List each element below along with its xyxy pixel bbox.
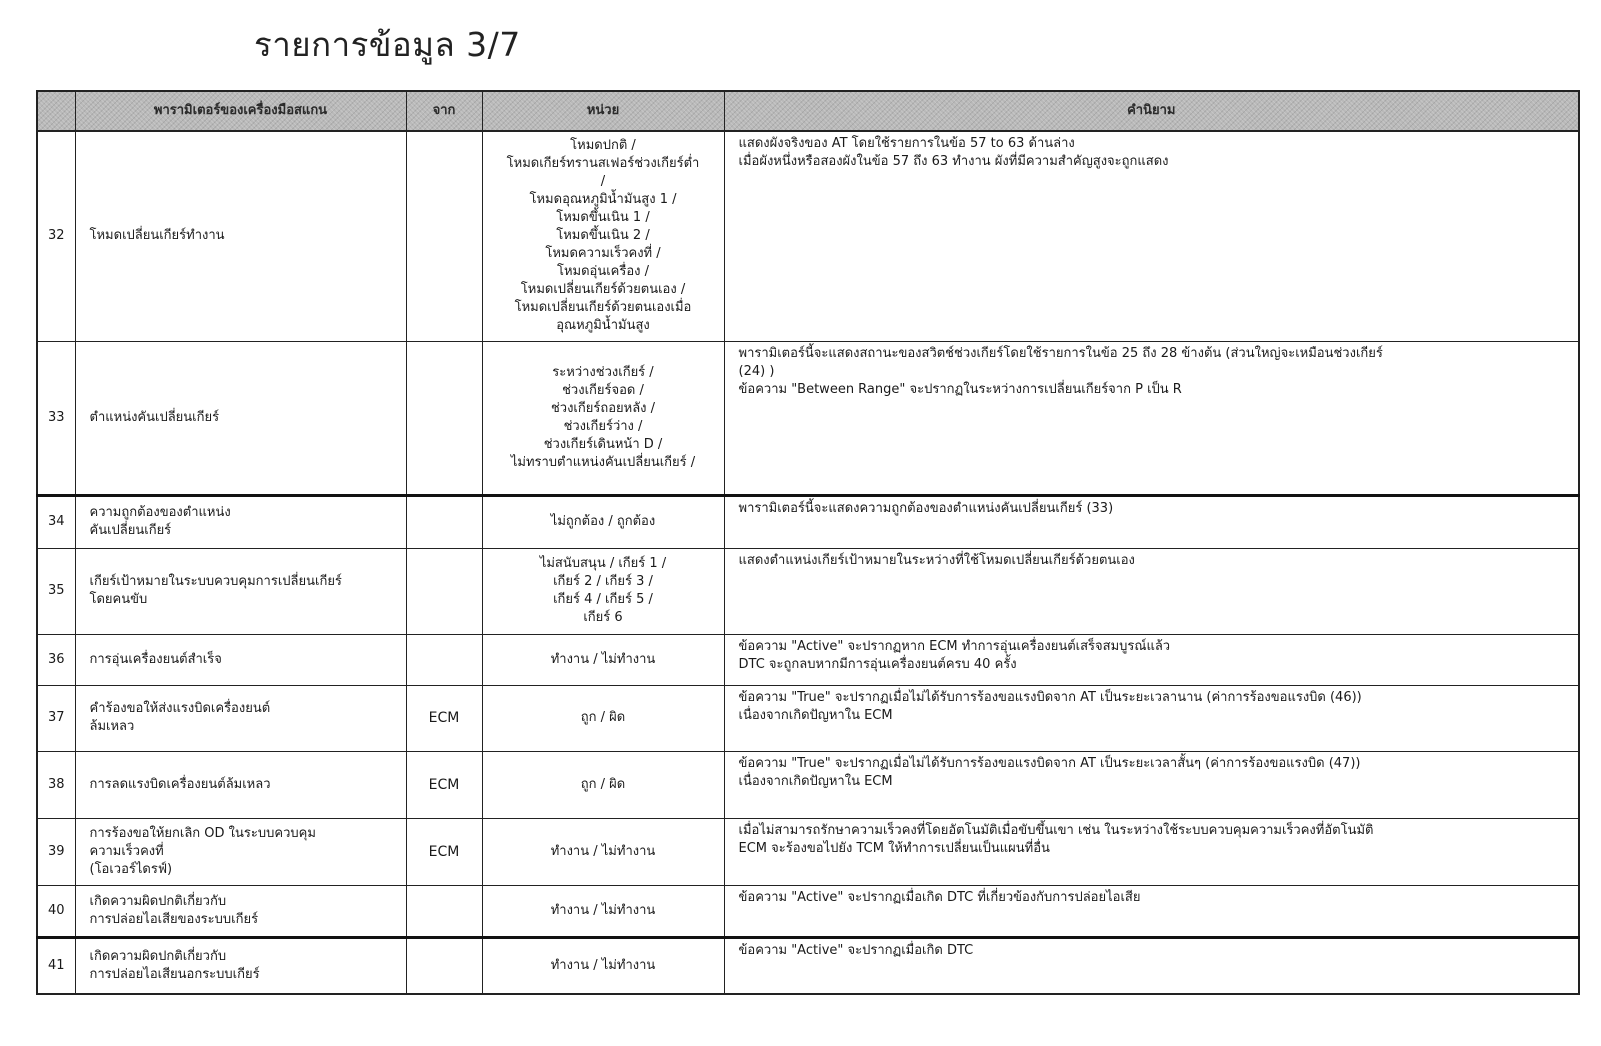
header-unit: หน่วย (482, 91, 724, 131)
row-description: ข้อความ "Active" จะปรากฏหาก ECM ทำการอุ่นเครื่องยนต์เสร็จสมบูรณ์แล้ว DTC จะถูกลบหากมีการอุ่นเครื่องยนต์ครบ 40 ครั้ง (724, 634, 1579, 685)
row-parameter: เกียร์เป้าหมายในระบบควบคุมการเปลี่ยนเกียร์ โดยคนขับ (75, 548, 406, 634)
row-description: พารามิเตอร์นี้จะแสดงสถานะของสวิตช์ช่วงเกียร์โดยใช้รายการในข้อ 25 ถึง 28 ข้างต้น (ส่วนใหญ่จะเหมือนช่วงเกียร์ (24) ) ข้อความ "Between Range" จะปรากฏในระหว่างการเปลี่ยนเกียร์จาก P เป็น R (724, 341, 1579, 495)
row-unit: ถูก / ผิด (482, 685, 724, 751)
row-number: 41 (37, 937, 75, 994)
row-parameter: ความถูกต้องของตำแหน่ง คันเปลี่ยนเกียร์ (75, 495, 406, 548)
row-unit: ทำงาน / ไม่ทำงาน (482, 937, 724, 994)
table-header-row (37, 91, 1579, 131)
row-unit: ทำงาน / ไม่ทำงาน (482, 885, 724, 937)
row-description: แสดงผังจริงของ AT โดยใช้รายการในข้อ 57 to 63 ด้านล่าง เมื่อผังหนึ่งหรือสองผังในข้อ 57 ถึง 63 ทำงาน ผังที่มีความสำคัญสูงจะถูกแสดง (724, 131, 1579, 341)
table-row (37, 751, 1579, 818)
row-parameter: เกิดความผิดปกติเกี่ยวกับ การปล่อยไอเสียของระบบเกียร์ (75, 885, 406, 937)
table-row (37, 131, 1579, 341)
table-row (37, 548, 1579, 634)
row-unit: ไม่ถูกต้อง / ถูกต้อง (482, 495, 724, 548)
table-row (37, 495, 1579, 548)
header-number (37, 91, 75, 131)
row-number: 34 (37, 495, 75, 548)
header-parameter: พารามิเตอร์ของเครื่องมือสแกน (75, 91, 406, 131)
row-description: เมื่อไม่สามารถรักษาความเร็วคงที่โดยอัตโนมัติเมื่อขับขึ้นเขา เช่น ในระหว่างใช้ระบบควบคุมความเร็วคงที่อัตโนมัติ ECM จะร้องขอไปยัง TCM ให้ทำการเปลี่ยนเป็นแผนที่อื่น (724, 818, 1579, 885)
row-from (406, 885, 482, 937)
row-parameter: โหมดเปลี่ยนเกียร์ทำงาน (75, 131, 406, 341)
row-description: ข้อความ "True" จะปรากฏเมื่อไม่ได้รับการร้องขอแรงบิดจาก AT เป็นระยะเวลาสั้นๆ (ค่าการร้องขอแรงบิด (47)) เนื่องจากเกิดปัญหาใน ECM (724, 751, 1579, 818)
row-number: 35 (37, 548, 75, 634)
row-from (406, 548, 482, 634)
row-parameter: เกิดความผิดปกติเกี่ยวกับ การปล่อยไอเสียนอกระบบเกียร์ (75, 937, 406, 994)
row-number: 39 (37, 818, 75, 885)
row-description: ข้อความ "Active" จะปรากฏเมื่อเกิด DTC (724, 937, 1579, 994)
row-unit: ไม่สนับสนุน / เกียร์ 1 / เกียร์ 2 / เกียร์ 3 / เกียร์ 4 / เกียร์ 5 / เกียร์ 6 (482, 548, 724, 634)
row-parameter: การลดแรงบิดเครื่องยนต์ล้มเหลว (75, 751, 406, 818)
row-from (406, 495, 482, 548)
row-unit: ระหว่างช่วงเกียร์ / ช่วงเกียร์จอด / ช่วงเกียร์ถอยหลัง / ช่วงเกียร์ว่าง / ช่วงเกียร์เดินหน้า D / ไม่ทราบตำแหน่งคันเปลี่ยนเกียร์ / (482, 341, 724, 495)
row-parameter: การร้องขอให้ยกเลิก OD ในระบบควบคุม ความเร็วคงที่ (โอเวอร์ไดรฟ์) (75, 818, 406, 885)
table-row (37, 818, 1579, 885)
row-parameter: คำร้องขอให้ส่งแรงบิดเครื่องยนต์ ล้มเหลว (75, 685, 406, 751)
row-description: แสดงตำแหน่งเกียร์เป้าหมายในระหว่างที่ใช้โหมดเปลี่ยนเกียร์ด้วยตนเอง (724, 548, 1579, 634)
table-row (37, 937, 1579, 994)
row-number: 33 (37, 341, 75, 495)
header-description: คำนิยาม (724, 91, 1579, 131)
row-number: 32 (37, 131, 75, 341)
data-list-table (36, 90, 1580, 995)
row-parameter: การอุ่นเครื่องยนต์สำเร็จ (75, 634, 406, 685)
row-from: ECM (406, 818, 482, 885)
header-from: จาก (406, 91, 482, 131)
row-from: ECM (406, 751, 482, 818)
table-row (37, 341, 1579, 495)
row-unit: ถูก / ผิด (482, 751, 724, 818)
row-description: พารามิเตอร์นี้จะแสดงความถูกต้องของตำแหน่งคันเปลี่ยนเกียร์ (33) (724, 495, 1579, 548)
page-title: รายการข้อมูล 3/7 (254, 25, 521, 64)
table-row (37, 634, 1579, 685)
row-parameter: ตำแหน่งคันเปลี่ยนเกียร์ (75, 341, 406, 495)
row-from: ECM (406, 685, 482, 751)
row-from (406, 131, 482, 341)
row-description: ข้อความ "True" จะปรากฏเมื่อไม่ได้รับการร้องขอแรงบิดจาก AT เป็นระยะเวลานาน (ค่าการร้องขอแรงบิด (46)) เนื่องจากเกิดปัญหาใน ECM (724, 685, 1579, 751)
table-row (37, 885, 1579, 937)
row-unit: ทำงาน / ไม่ทำงาน (482, 634, 724, 685)
table-row (37, 685, 1579, 751)
row-from (406, 341, 482, 495)
row-unit: โหมดปกติ / โหมดเกียร์ทรานสเฟอร์ช่วงเกียร์ต่ำ / โหมดอุณหภูมิน้ำมันสูง 1 / โหมดขึ้นเนิน 1 / โหมดขึ้นเนิน 2 / โหมดความเร็วคงที่ / โหมดอุ่นเครื่อง / โหมดเปลี่ยนเกียร์ด้วยตนเอง / โหมดเปลี่ยนเกียร์ด้วยตนเองเมื่อ อุณหภูมิน้ำมันสูง (482, 131, 724, 341)
row-from (406, 937, 482, 994)
row-description: ข้อความ "Active" จะปรากฏเมื่อเกิด DTC ที่เกี่ยวข้องกับการปล่อยไอเสีย (724, 885, 1579, 937)
row-number: 37 (37, 685, 75, 751)
row-from (406, 634, 482, 685)
row-number: 38 (37, 751, 75, 818)
row-number: 36 (37, 634, 75, 685)
row-unit: ทำงาน / ไม่ทำงาน (482, 818, 724, 885)
row-number: 40 (37, 885, 75, 937)
